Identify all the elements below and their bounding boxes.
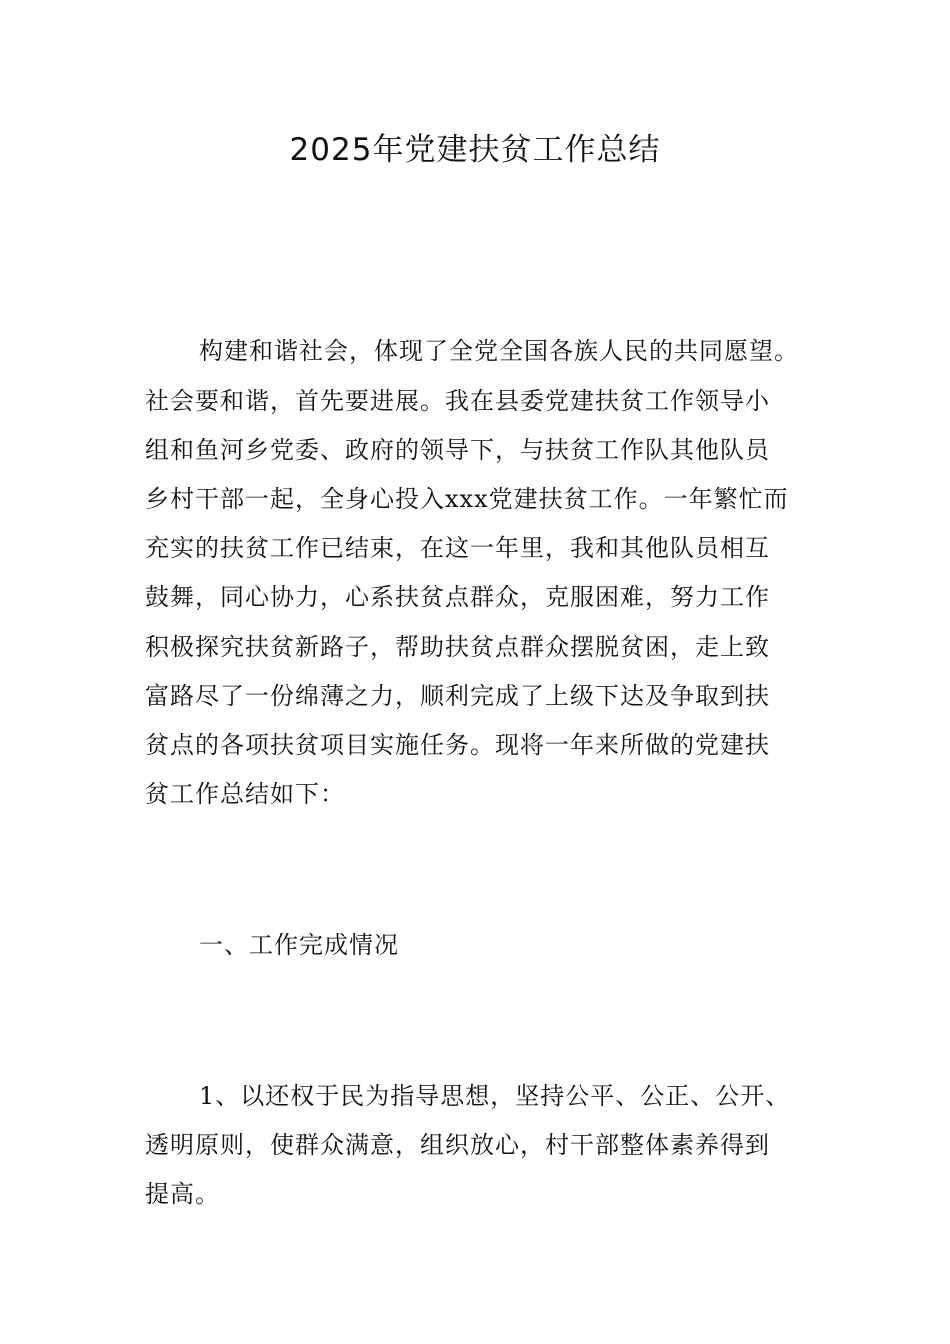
paragraph-line: 社会要和谐，首先要进展。我在县委党建扶贫工作领导小 xyxy=(145,387,770,415)
paragraph-line: 1、以还权于民为指导思想，坚持公平、公正、公开、 xyxy=(199,1082,791,1110)
paragraph-line: 贫点的各项扶贫项目实施任务。现将一年来所做的党建扶 xyxy=(145,731,770,759)
paragraph-line: 积极探究扶贫新路子，帮助扶贫点群众摆脱贫困，走上致 xyxy=(145,633,770,661)
paragraph-line: 组和鱼河乡党委、政府的领导下，与扶贫工作队其他队员 xyxy=(145,436,770,464)
paragraph-line: 贫工作总结如下： xyxy=(145,780,345,808)
paragraph-line: 乡村干部一起，全身心投入xxx党建扶贫工作。一年繁忙而 xyxy=(145,485,789,513)
paragraph-line: 提高。 xyxy=(145,1180,220,1208)
document-title: 2025年党建扶贫工作总结 xyxy=(289,132,661,168)
section-heading: 一、工作完成情况 xyxy=(199,931,399,959)
paragraph-line: 富路尽了一份绵薄之力，顺利完成了上级下达及争取到扶 xyxy=(145,682,770,710)
paragraph-line: 透明原则，使群众满意，组织放心，村干部整体素养得到 xyxy=(145,1131,770,1159)
paragraph-line: 充实的扶贫工作已结束，在这一年里，我和其他队员相互 xyxy=(145,534,770,562)
paragraph-line: 鼓舞，同心协力，心系扶贫点群众，克服困难，努力工作 xyxy=(145,583,770,611)
paragraph-line: 构建和谐社会，体现了全党全国各族人民的共同愿望。 xyxy=(199,337,799,365)
